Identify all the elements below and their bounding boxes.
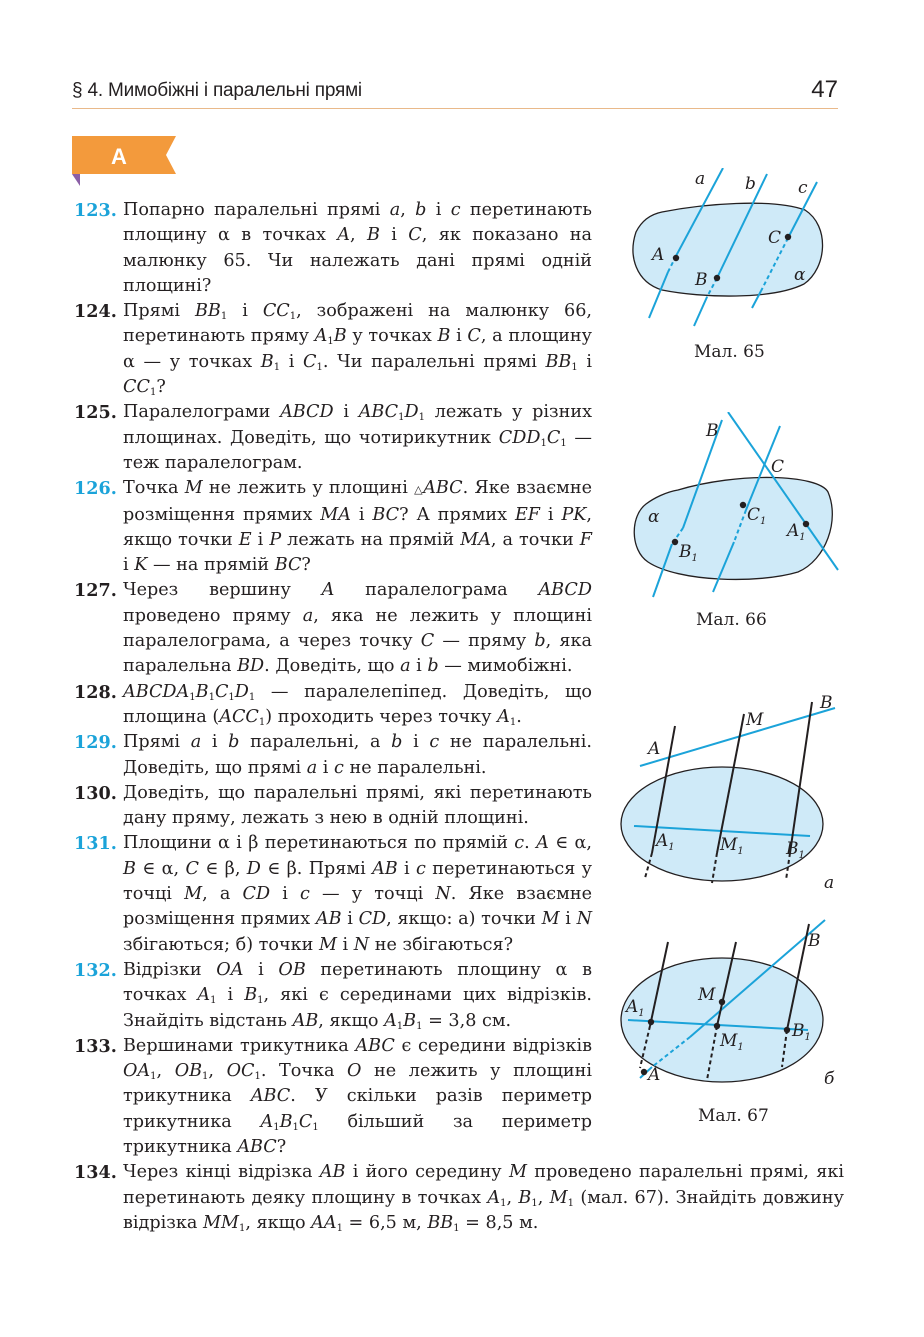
point-A bbox=[673, 255, 679, 261]
point-B1 bbox=[672, 539, 678, 545]
point-B bbox=[714, 275, 720, 281]
label-point-B: B bbox=[695, 270, 708, 290]
problem-number: 124. bbox=[74, 301, 117, 323]
point-A1 bbox=[648, 1019, 654, 1025]
label-point-A: A bbox=[648, 1065, 661, 1085]
figure-66 bbox=[628, 412, 843, 611]
figure-65 bbox=[622, 168, 832, 342]
label-point-A: A bbox=[648, 739, 661, 759]
label-point-B1: $B_1$ bbox=[679, 542, 698, 564]
page-number: 47 bbox=[811, 76, 838, 103]
label-point-B: B bbox=[808, 931, 821, 951]
problem-text: Прямі a і b паралельні, а b і c не паралельні. Доведіть, що прямі a і c не паралельні. bbox=[123, 732, 592, 778]
label-point-B1: $B_1$ bbox=[786, 839, 805, 861]
problem-number: 128. bbox=[74, 681, 117, 703]
label-point-A1: $A_1$ bbox=[656, 831, 675, 853]
problem-text: Прямі $BB_1$ і $CC_1$, зображені на малюнку 66, перетинають пряму $A_1B$ у точках B і C, а площину α — у точках $B_1$ і $C_1$. Чи паралельні прямі $BB_1$ і $CC_1$? bbox=[123, 301, 593, 399]
problem-text: Точка M не лежить у площині △ABC. Яке взаємне розміщення прямих MA і BC? А прямих EF і PK, якщо точки E і P лежать на прямій MA, а точки F і K — на прямій BC? bbox=[123, 478, 593, 576]
problem-number: 130. bbox=[74, 782, 117, 804]
problem-text: Доведіть, що паралельні прямі, які перетинають дану пряму, лежать з нею в одній площині. bbox=[123, 782, 592, 829]
label-point-M1: $M_1$ bbox=[720, 1031, 744, 1053]
figure-66-caption: Мал. 66 bbox=[696, 610, 767, 630]
label-point-M1: $M_1$ bbox=[720, 835, 744, 857]
figure-67a-part-label: а bbox=[824, 873, 835, 893]
problem-number: 126. bbox=[74, 478, 117, 500]
problem-text: Відрізки OA і OB перетинають площину α в точках $A_1$ і $B_1$, які є серединами цих відрізків. Знайдіть відстань AB, якщо $A_1B_1 = 3,8$ см. bbox=[123, 959, 592, 1032]
figure-67b-part-label: б bbox=[824, 1069, 835, 1089]
label-point-A1: $A_1$ bbox=[787, 521, 806, 543]
label-point-B: B bbox=[820, 693, 833, 713]
problem-text: $ABCDA_1B_1C_1D_1$ — паралелепіпед. Доведіть, що площина $(ACC_1)$ проходить через точку $A_1$. bbox=[123, 681, 592, 728]
point-A bbox=[641, 1069, 647, 1075]
figure-67a bbox=[620, 688, 842, 902]
point-C1 bbox=[740, 502, 746, 508]
label-point-C1: $C_1$ bbox=[747, 505, 767, 527]
problem-number: 134. bbox=[74, 1162, 117, 1184]
label-plane-alpha: α bbox=[648, 507, 660, 527]
problem-number: 125. bbox=[74, 402, 117, 424]
problem-number: 127. bbox=[74, 580, 117, 602]
point-C bbox=[785, 234, 791, 240]
point-B1 bbox=[784, 1027, 790, 1033]
figure-67-caption: Мал. 67 bbox=[698, 1106, 769, 1126]
label-plane-alpha: α bbox=[794, 265, 806, 285]
label-point-C: C bbox=[771, 457, 785, 477]
figure-65-caption: Мал. 65 bbox=[694, 342, 765, 362]
label-point-A: A bbox=[652, 245, 665, 265]
problem-number: 123. bbox=[74, 200, 117, 221]
problem-text: Через кінці відрізка AB і його середину M проведено паралельні прямі, які перетинають деяку площину в точках $A_1$, $B_1$, $M_1$ (мал. 67). Знайдіть довжину відрізка $MM_1$, якщо $AA_1 = 6,5$ м, $BB_1 = 8,5$ м. bbox=[123, 1162, 844, 1234]
problem-text: Вершинами трикутника ABC є середини відрізків $OA_1$, $OB_1$, $OC_1$. Точка O не лежить у площині трикутника ABC. У скільки разів периметр трикутника $A_1B_1C_1$ більший за периметр трикутника ABC? bbox=[123, 1035, 593, 1157]
label-point-B1: $B_1$ bbox=[792, 1021, 811, 1043]
problem-number: 132. bbox=[74, 959, 117, 981]
label-point-B: B bbox=[706, 421, 719, 441]
label-point-C: C bbox=[768, 228, 782, 248]
problem-number: 131. bbox=[74, 833, 117, 855]
problem-text: Через вершину A паралелограма ABCD проведено пряму a, яка не лежить у площині паралелограма, а через точку C — пряму b, яка паралельна BD. Доведіть, що a і b — мимобіжні. bbox=[123, 580, 592, 677]
problem-text: Паралелограми ABCD і $ABC_1D_1$ лежать у різних площинах. Доведіть, що чотирикутник $CDD_1C_1$ — теж паралелограм. bbox=[123, 402, 592, 473]
label-point-M: M bbox=[746, 710, 764, 730]
label-point-A1: $A_1$ bbox=[626, 997, 645, 1019]
point-M bbox=[719, 999, 725, 1005]
problem-item bbox=[74, 1160, 844, 1236]
point-M1 bbox=[714, 1023, 720, 1029]
point-A1 bbox=[803, 521, 809, 527]
label-point-M: M bbox=[698, 985, 716, 1005]
problem-number: 129. bbox=[74, 732, 117, 754]
header-divider bbox=[72, 108, 838, 109]
problem-text: Попарно паралельні прямі a, b і c перетинають площину α в точках A, B і C, як показано на малюнку 65. Чи належать дані прямі одній площині? bbox=[123, 200, 592, 296]
figure-67b bbox=[620, 912, 842, 1096]
difficulty-level-badge bbox=[72, 136, 182, 192]
problem-text: Площини α і β перетинаються по прямій c. A ∈ α, B ∈ α, C ∈ β, D ∈ β. Прямі AB і c перетинаються у точці M, а CD і c — у точці N. Яке взаємне розміщення прямих AB і CD, якщо: а) точки M і N збігаються; б) точки M і N не збігаються? bbox=[123, 833, 593, 955]
label-line-a: a bbox=[695, 169, 706, 189]
section-title: § 4. Мимобіжні і паралельні прямі bbox=[72, 80, 362, 101]
label-line-c: c bbox=[798, 178, 808, 198]
label-line-b: b bbox=[745, 174, 756, 194]
level-letter: А bbox=[111, 144, 127, 169]
problem-number: 133. bbox=[74, 1035, 117, 1057]
